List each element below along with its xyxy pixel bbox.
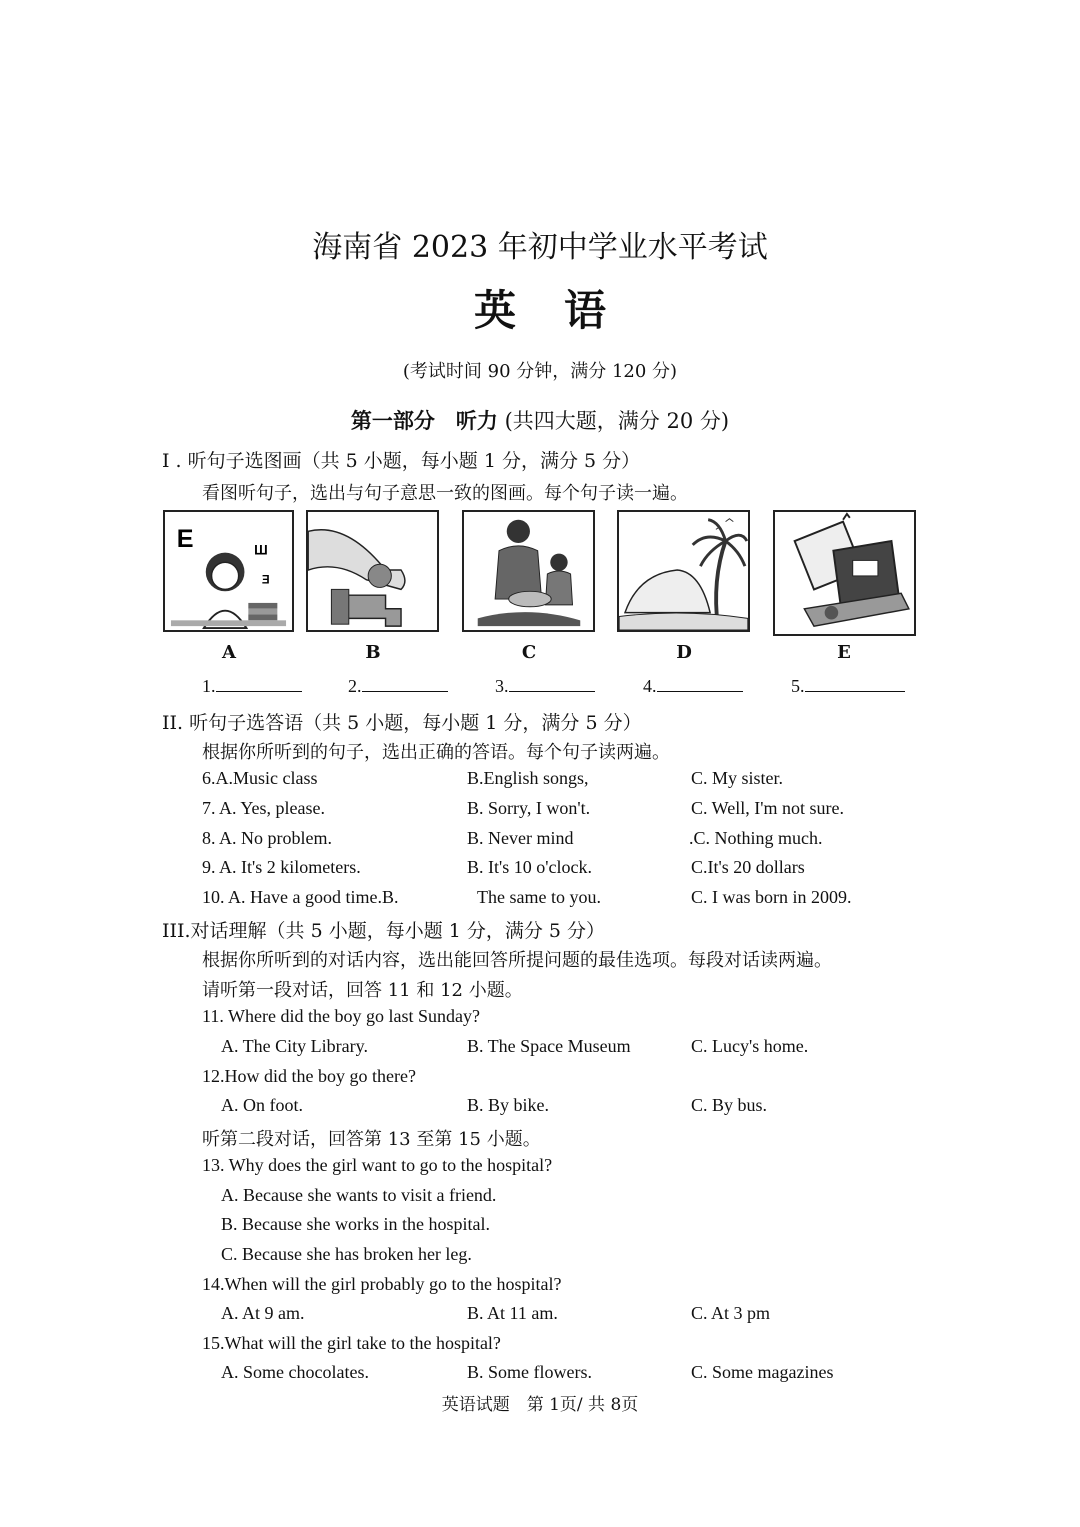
q10-option-b: The same to you. [477,887,601,907]
q15-question: 15.What will the girl take to the hospital? [202,1333,501,1353]
svg-text:Ǝ: Ǝ [261,573,270,587]
answer-blank-1[interactable] [202,675,302,697]
q14-question: 14.When will the girl probably go to the hospital? [202,1274,562,1294]
q10-option-c: C. I was born in 2009. [691,887,852,907]
svg-text:E: E [176,524,194,553]
section-1-heading: I . 听句子选图画（共 5 小题，每小题 1 分，满分 5 分） [162,450,641,472]
picture-c-mother-child-cooking-icon [462,510,595,632]
q12-option-c: C. By bus. [691,1095,768,1115]
picture-a-eye-test-girl-icon [163,510,294,632]
q13-option-a: A. Because she wants to visit a friend. [221,1185,497,1205]
answer-blank-3-number: 3. [495,676,509,696]
q12-option-a: A. On foot. [221,1095,303,1115]
picture-e-label: E [837,642,851,663]
picture-b-hand-tap-icon [306,510,439,632]
answer-blank-1-number: 1. [202,676,216,696]
picture-e-laptop-icon [773,510,916,636]
q9-option-c: C.It's 20 dollars [691,857,805,877]
answer-blank-4-number: 4. [643,676,657,696]
svg-text:Ш: Ш [254,542,268,558]
q13-question: 13. Why does the girl want to go to the hospital? [202,1155,553,1175]
dialogue-1-instruction: 请听第一段对话，回答 11 和 12 小题。 [202,980,523,1001]
picture-a-label: A [222,642,236,663]
section-2-heading: II. 听句子选答语（共 5 小题，每小题 1 分，满分 5 分） [162,712,642,734]
q11-option-b: B. The Space Museum [467,1036,631,1056]
q14-option-b: B. At 11 am. [467,1303,558,1323]
picture-b-label: B [365,642,381,663]
q11-option-a: A. The City Library. [221,1036,368,1056]
q13-option-c: C. Because she has broken her leg. [221,1244,472,1264]
answer-blank-2-number: 2. [348,676,362,696]
q9-option-a: 9. A. It's 2 kilometers. [202,857,361,877]
q12-question: 12.How did the boy go there? [202,1066,416,1086]
answer-blank-4[interactable] [643,675,743,697]
section-2-instruction: 根据你所听到的句子，选出正确的答语。每个句子读两遍。 [202,742,670,763]
section-3-instruction: 根据你所听到的对话内容，选出能回答所提问题的最佳选项。每段对话读两遍。 [202,950,832,971]
q15-option-c: C. Some magazines [691,1362,834,1382]
q8-option-b: B. Never mind [467,828,574,848]
answer-blank-3[interactable] [495,675,595,697]
q11-option-c: C. Lucy's home. [691,1036,809,1056]
section-3-heading: III.对话理解（共 5 小题，每小题 1 分，满分 5 分） [162,920,606,942]
picture-c-label: C [521,642,537,663]
q6-option-b: B.English songs, [467,768,589,788]
part-one-note: (共四大题，满分 20 分) [504,409,730,433]
q7-option-c: C. Well, I'm not sure. [691,798,844,818]
q14-option-a: A. At 9 am. [221,1303,305,1323]
q9-option-b: B. It's 10 o'clock. [467,857,592,877]
q15-option-a: A. Some chocolates. [221,1362,369,1382]
q12-option-b: B. By bike. [467,1095,550,1115]
subject-title: 英语 [473,286,654,335]
exam-info: (考试时间 90 分钟，满分 120 分) [402,361,678,382]
q8-option-c: .C. Nothing much. [689,828,823,848]
q6-option-c: C. My sister. [691,768,784,788]
picture-d-beach-palm-icon [617,510,750,632]
q7-option-a: 7. A. Yes, please. [202,798,326,818]
answer-blank-2[interactable] [348,675,448,697]
q10-option-a: 10. A. Have a good time.B. [202,887,399,907]
q11-question: 11. Where did the boy go last Sunday? [202,1006,480,1026]
picture-d-label: D [676,642,692,663]
answer-blank-5-number: 5. [791,676,805,696]
section-1-instruction: 看图听句子，选出与句子意思一致的图画。每个句子读一遍。 [202,483,688,504]
answer-blank-5[interactable] [791,675,905,697]
q8-option-a: 8. A. No problem. [202,828,332,848]
part-one-title: 第一部分 听力 [350,408,498,433]
q14-option-c: C. At 3 pm [691,1303,771,1323]
q13-option-b: B. Because she works in the hospital. [221,1214,490,1234]
exam-title: 海南省 2023 年初中学业水平考试 [312,230,768,265]
q15-option-b: B. Some flowers. [467,1362,592,1382]
dialogue-2-instruction: 听第二段对话，回答第 13 至第 15 小题。 [202,1129,541,1150]
page-footer: 英语试题 第 1页/ 共 8页 [441,1395,639,1415]
part-one-heading [0,405,1080,435]
q6-option-a: 6.A.Music class [202,768,318,788]
q7-option-b: B. Sorry, I won't. [467,798,591,818]
